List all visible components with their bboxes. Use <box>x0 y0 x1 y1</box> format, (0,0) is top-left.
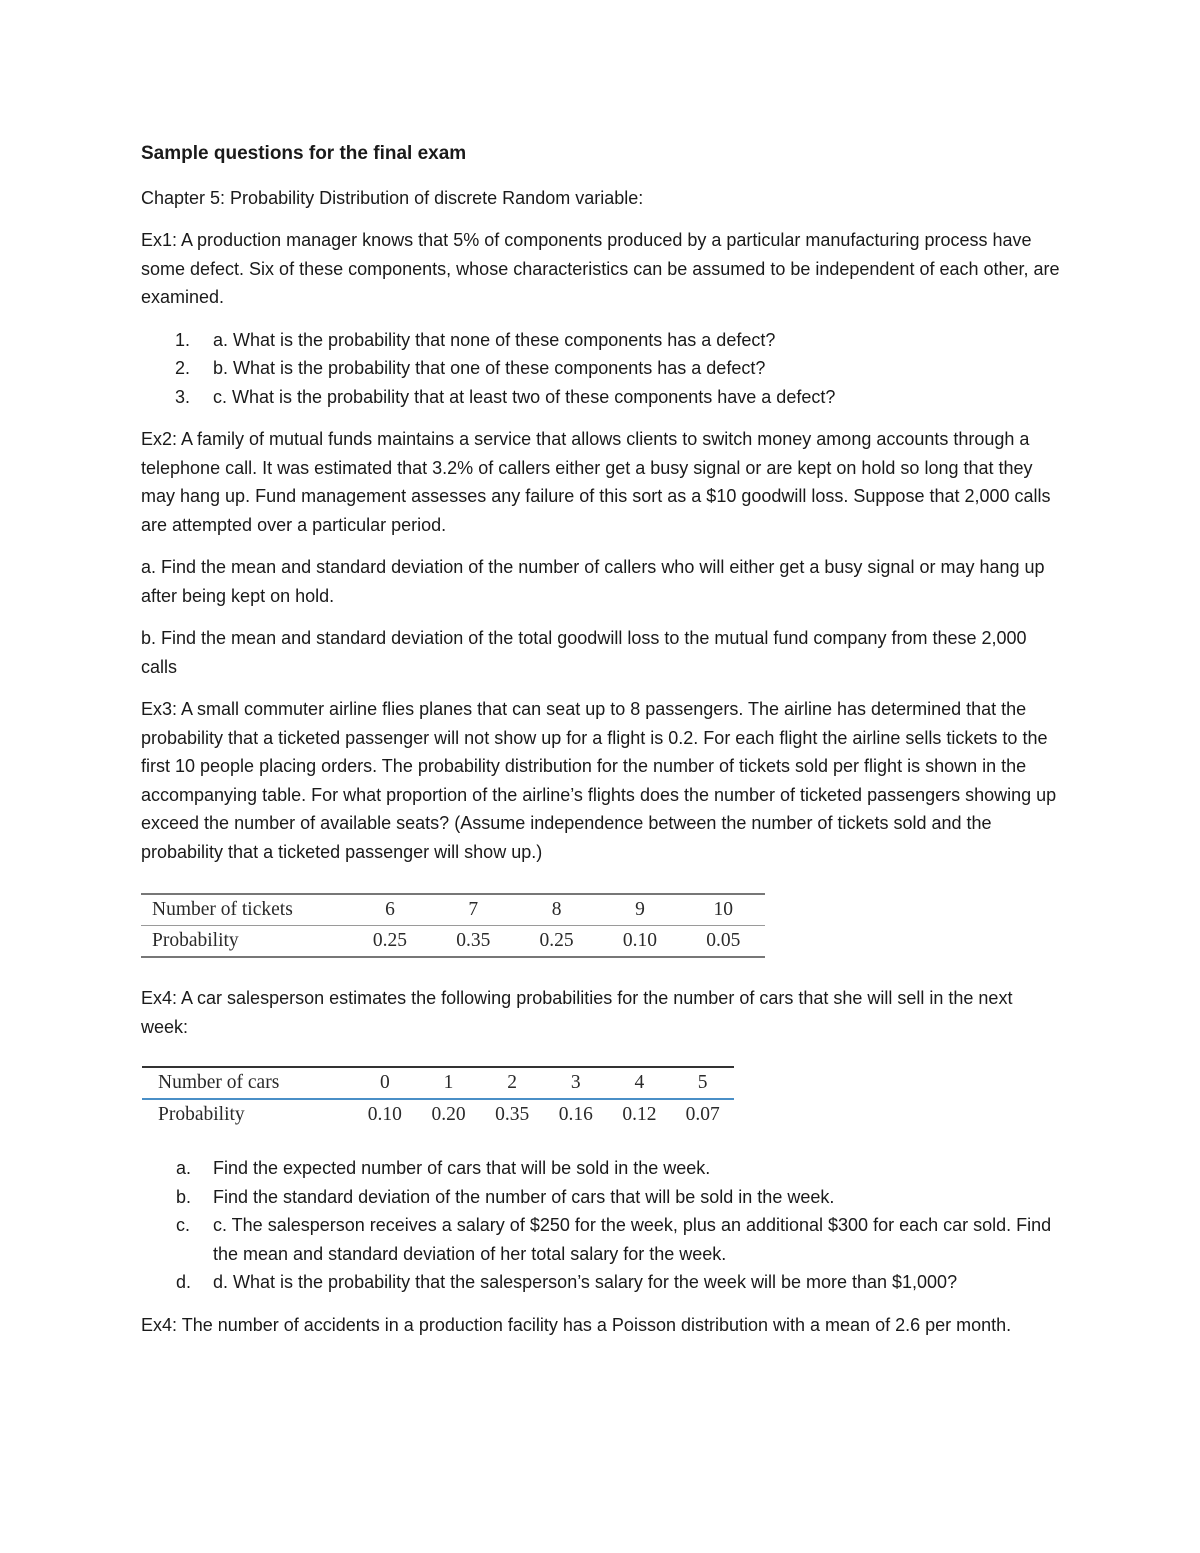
list-item <box>141 1183 1061 1212</box>
table-cell: 0.16 <box>558 1104 593 1125</box>
list-item-text: Find the expected number of cars that will be sold in the week. <box>213 1158 711 1178</box>
table-row-label: Probability <box>158 1104 245 1125</box>
list-item <box>141 1268 1061 1297</box>
list-item <box>141 354 1061 383</box>
table-cell: 1 <box>417 1067 481 1099</box>
table-cell: 0.35 <box>495 1104 530 1125</box>
cars-probability-table <box>142 1066 734 1130</box>
table-cell: 0.35 <box>456 930 491 951</box>
ex2-part-b: b. Find the mean and standard deviation of the total goodwill loss to the mutual fund company from these 2,000 calls <box>141 628 1027 677</box>
chapter-heading: Chapter 5: Probability Distribution of discrete Random variable: <box>141 187 644 208</box>
list-item-text: c. What is the probability that at least two of these components have a defect? <box>213 386 836 407</box>
table-cell: 0.20 <box>431 1104 466 1125</box>
list-letter: a. <box>176 1158 192 1178</box>
list-item <box>141 383 1061 412</box>
table-cell: 6 <box>348 894 431 926</box>
ex4-question-list <box>141 1154 1061 1297</box>
table-cell: 3 <box>544 1067 608 1099</box>
table-cell: 10 <box>682 894 765 926</box>
list-item <box>141 326 1061 355</box>
ex1-text: Ex1: A production manager knows that 5% of components produced by a particular manufacturing process have some defect. Six of these components, whose characteristics can be assumed to be independent of each other, are examined. <box>141 230 1060 307</box>
table-cell: 0.05 <box>706 930 741 951</box>
list-number: 2. <box>175 358 191 378</box>
list-item <box>141 1154 1061 1183</box>
table-row <box>141 894 765 926</box>
table-cell: 7 <box>432 894 515 926</box>
tickets-probability-table <box>141 893 765 958</box>
table-cell: 4 <box>608 1067 672 1099</box>
ex2-text: Ex2: A family of mutual funds maintains a service that allows clients to switch money among accounts through a telephone call. It was estimated that 3.2% of callers either get a busy signal or are kept on hold so long that they may hang up. Fund management assesses any failure of this sort as a $10 goodwill loss. Suppose that 2,000 calls are attempted over a particular period. <box>141 429 1051 535</box>
document-page <box>141 140 1061 1353</box>
table-row <box>142 1099 734 1130</box>
list-letter: c. <box>176 1215 191 1235</box>
ex5-text: Ex4: The number of accidents in a production facility has a Poisson distribution with a mean of 2.6 per month. <box>141 1314 1012 1335</box>
ex2-part-a: a. Find the mean and standard deviation of the number of callers who will either get a busy signal or may hang up after being kept on hold. <box>141 557 1045 606</box>
table-row-label: Number of cars <box>142 1067 353 1099</box>
table-row <box>142 1067 734 1099</box>
table-row-label: Probability <box>152 930 239 951</box>
table-cell: 2 <box>480 1067 544 1099</box>
table-cell: 0.12 <box>622 1104 657 1125</box>
table-cell: 0.25 <box>539 930 574 951</box>
list-item-text: Find the standard deviation of the number of cars that will be sold in the week. <box>213 1186 835 1207</box>
table-cell: 0 <box>353 1067 417 1099</box>
table-row-label: Number of tickets <box>141 894 348 926</box>
table-cell: 0.10 <box>622 930 657 951</box>
list-item-text: b. What is the probability that one of these components has a defect? <box>213 358 766 378</box>
table-cell: 0.07 <box>685 1104 720 1125</box>
list-letter: d. <box>176 1272 192 1292</box>
list-number: 1. <box>175 329 191 350</box>
table-cell: 0.10 <box>367 1104 402 1125</box>
ex3-text: Ex3: A small commuter airline flies planes that can seat up to 8 passengers. The airline has determined that the probability that a ticketed passenger will not show up for a flight is 0.2. For each flight the airline sells tickets to the first 10 people placing orders. The probability distribution for the number of tickets sold per flight is shown in the accompanying table. For what proportion of the airline’s flights does the number of ticketed passengers showing up exceed the number of available seats? (Assume independence between the number of tickets sold and the probability that a ticketed passenger will show up.) <box>141 699 1057 862</box>
list-item-text: a. What is the probability that none of these components has a defect? <box>213 329 776 350</box>
list-number: 3. <box>175 386 191 407</box>
table-cell: 9 <box>598 894 681 926</box>
list-item-text: c. The salesperson receives a salary of $250 for the week, plus an additional $300 for each car sold. Find the mean and standard deviation of her total salary for the week. <box>213 1215 1052 1264</box>
document-title: Sample questions for the final exam <box>141 143 467 164</box>
table-cell: 0.25 <box>372 930 408 951</box>
list-item-text: d. What is the probability that the salesperson’s salary for the week will be more than $1,000? <box>213 1272 958 1292</box>
table-cell: 5 <box>671 1067 734 1099</box>
table-cell: 8 <box>515 894 598 926</box>
list-item <box>141 1211 1061 1268</box>
ex4-text: Ex4: A car salesperson estimates the following probabilities for the number of cars that she will sell in the next week: <box>141 988 1013 1037</box>
ex1-question-list <box>141 326 1061 412</box>
list-letter: b. <box>176 1186 192 1207</box>
table-row <box>141 926 765 958</box>
